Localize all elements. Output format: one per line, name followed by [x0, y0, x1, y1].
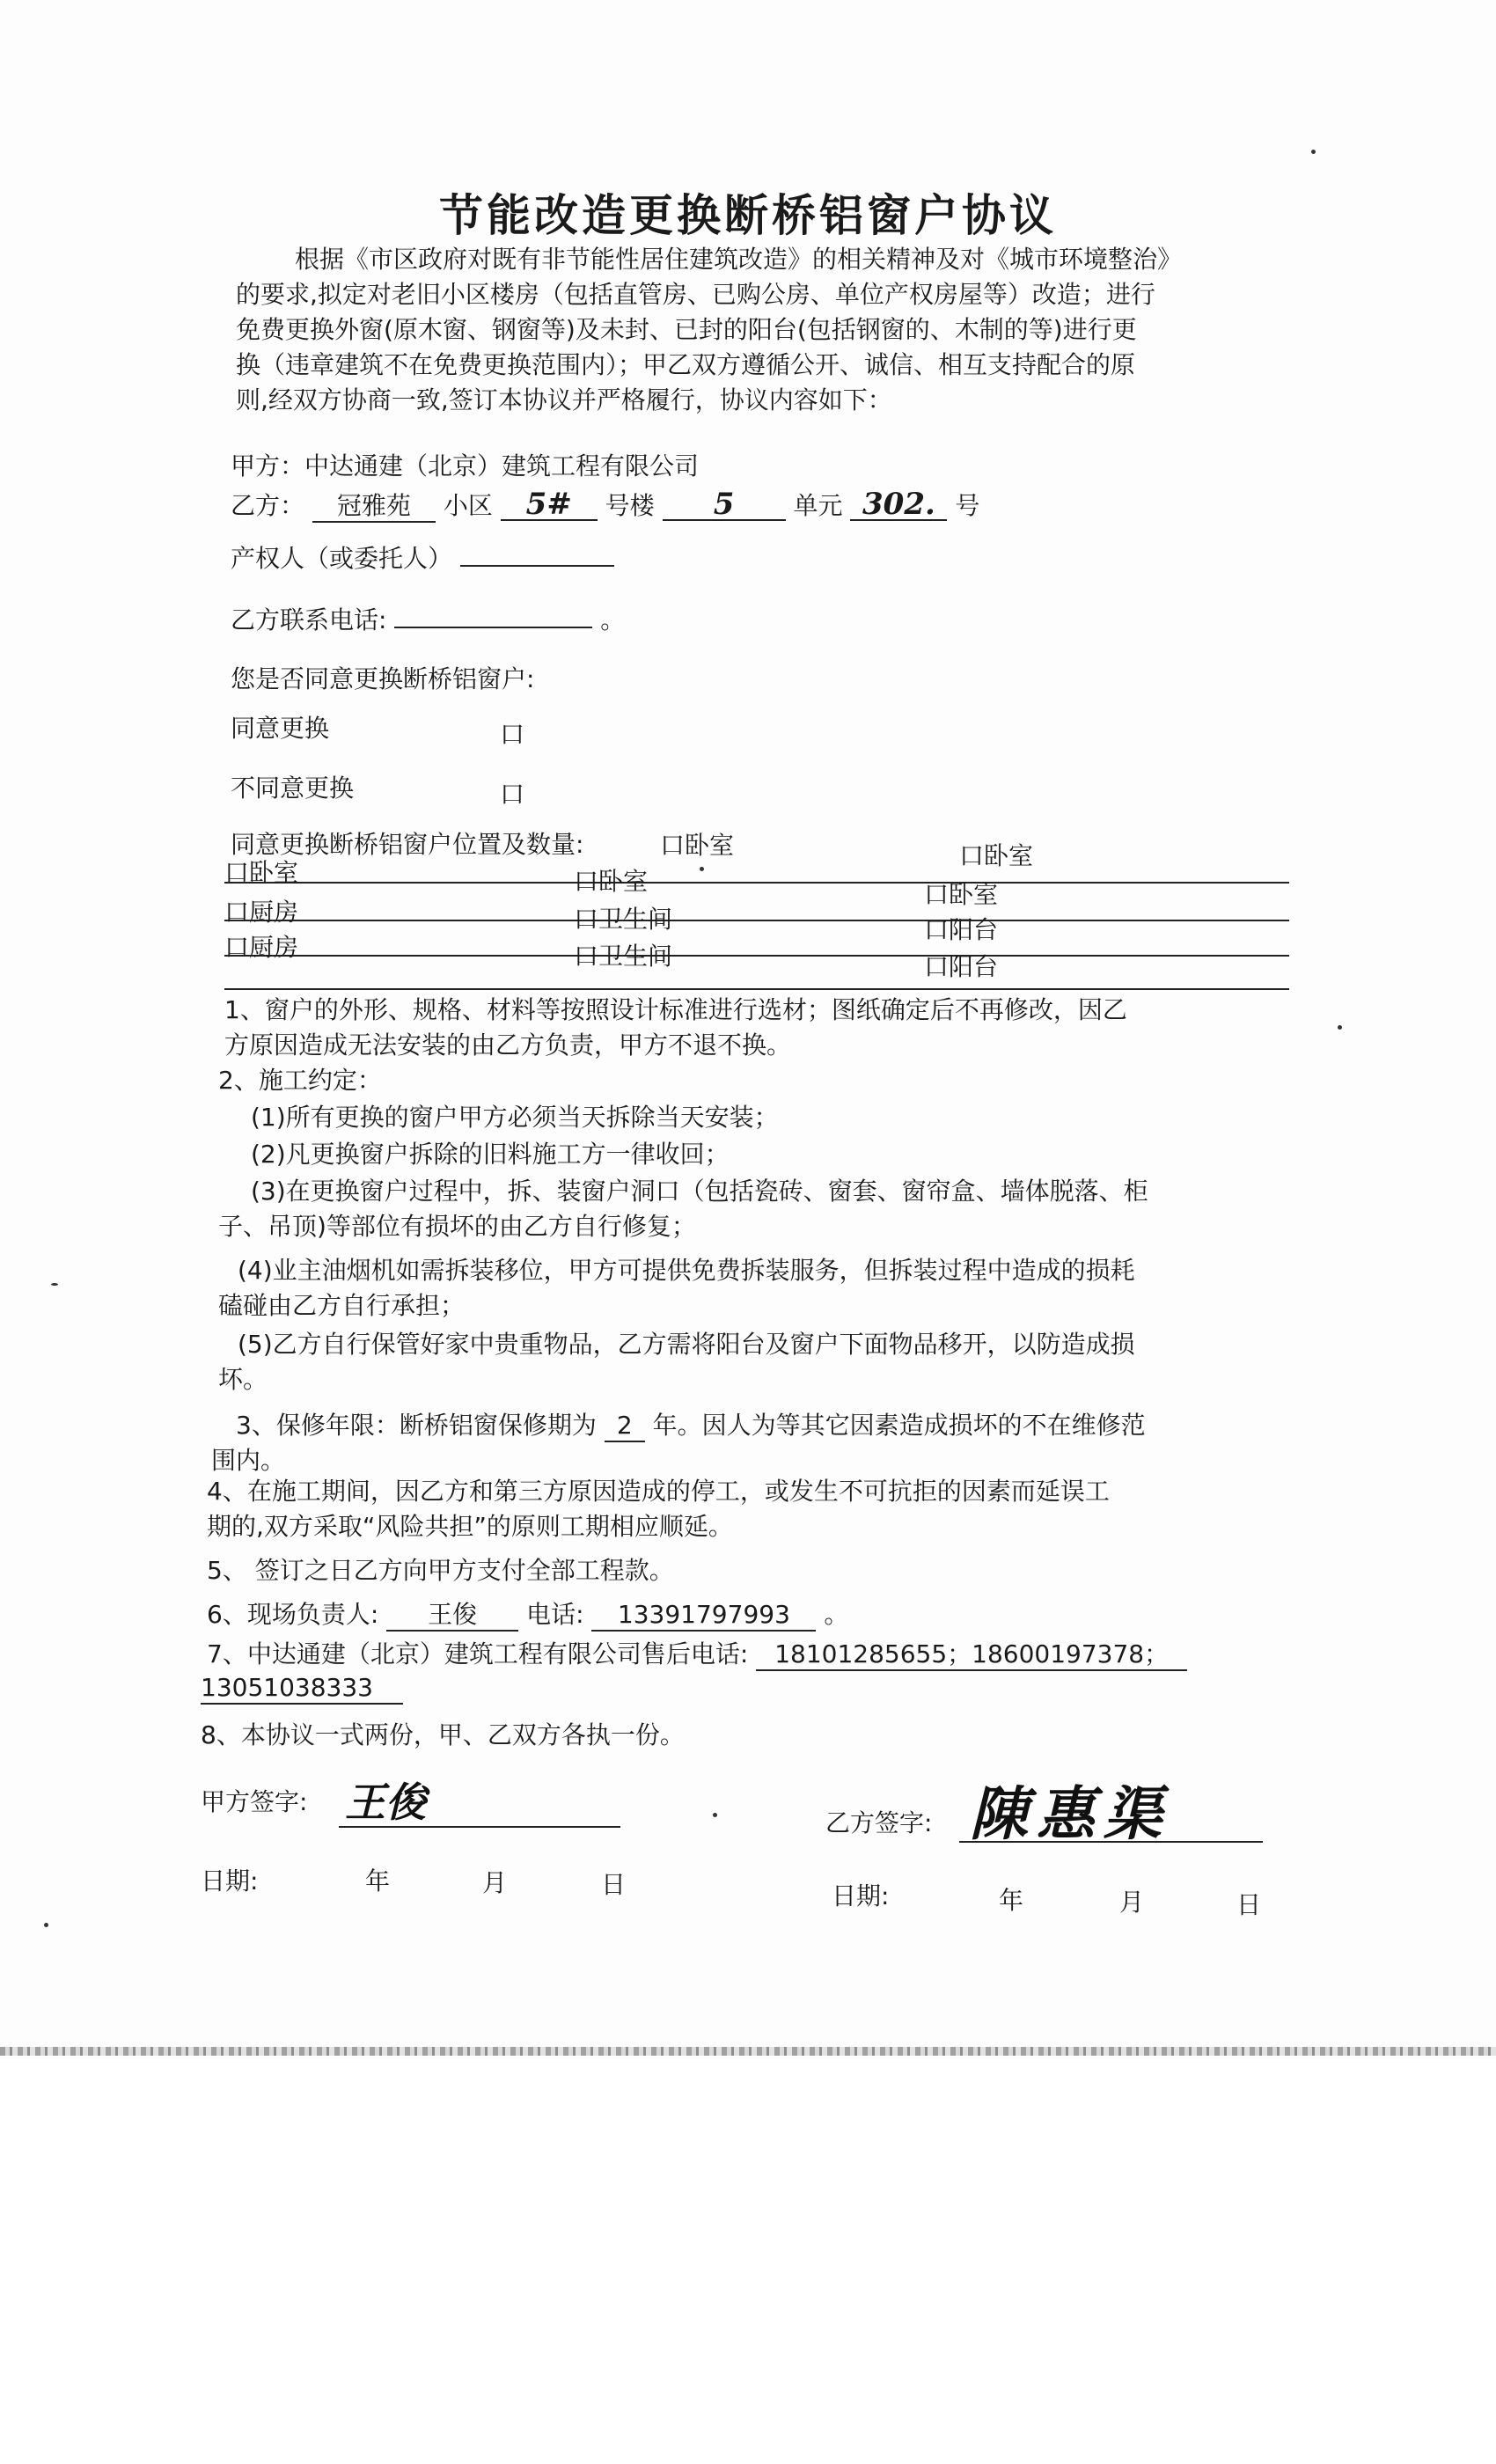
clause-7-pre: 7、中达通建（北京）建筑工程有限公司售后电话:: [207, 1639, 749, 1668]
agree-label: 同意更换: [231, 714, 330, 743]
owner-label: 产权人（或委托人）: [231, 544, 453, 573]
document-title: 节能改造更换断桥铝窗户协议: [439, 190, 1057, 241]
agree-checkbox[interactable]: 口: [500, 720, 525, 749]
party-a-signature-label: 甲方签字:: [201, 1787, 308, 1816]
clause-7: [207, 1637, 1187, 1672]
scan-speck: [51, 1283, 58, 1286]
community-name: 冠雅苑: [312, 491, 436, 523]
phone-row: [231, 603, 625, 638]
clause-2-1: (1)所有更换的窗户甲方必须当天拆除当天安装；: [251, 1103, 779, 1132]
table-rule: [224, 920, 1289, 921]
intro-line-4: 换（违章建筑不在免费更换范围内）；甲乙双方遵循公开、诚信、相互支持配合的原: [236, 350, 1136, 379]
party-a-signature: 王俊: [345, 1778, 426, 1826]
after-sales-phones: 18101285655；18600197378；: [756, 1639, 1187, 1671]
disagree-label: 不同意更换: [231, 774, 355, 803]
clause-2-2: (2)凡更换窗户拆除的旧料施工方一律收回；: [251, 1140, 730, 1169]
room-option-bedroom[interactable]: 口卧室: [224, 858, 299, 887]
scan-speck: [1338, 1025, 1342, 1030]
clause-2-4-line-1: (4)业主油烟机如需拆装移位，甲方可提供免费拆装服务，但拆装过程中造成的损耗: [238, 1256, 1135, 1285]
scan-speck: [44, 1923, 48, 1927]
table-rule: [224, 988, 1289, 990]
room-option-bedroom[interactable]: 口卧室: [924, 880, 999, 909]
owner-row: [231, 541, 614, 576]
party-a-date-day: 日: [601, 1870, 627, 1899]
clause-4-line-1: 4、在施工期间，因乙方和第三方原因造成的停工，或发生不可抗拒的因素而延误工: [207, 1477, 1110, 1506]
warranty-years: 2: [605, 1411, 645, 1442]
clause-2-5-line-2: 坏。: [218, 1365, 268, 1394]
room-option-kitchen[interactable]: 口厨房: [224, 898, 299, 927]
clause-2-3-line-2: 子、吊顶)等部位有损坏的由乙方自行修复；: [218, 1212, 696, 1241]
clause-8: 8、本协议一式两份，甲、乙双方各执一份。: [201, 1720, 685, 1749]
owner-field[interactable]: [460, 565, 614, 567]
clause-4-line-2: 期的,双方采取“风险共担”的原则工期相应顺延。: [207, 1512, 733, 1541]
signature-line: [339, 1826, 620, 1828]
clause-6-pre: 6、现场负责人:: [207, 1600, 379, 1629]
community-suffix: 小区: [443, 491, 493, 520]
unit-suffix: 单元: [793, 491, 843, 520]
disagree-checkbox[interactable]: 口: [500, 780, 525, 809]
party-a-date-label: 日期:: [201, 1866, 259, 1896]
scan-speck: [713, 1813, 717, 1817]
table-rule: [224, 882, 1289, 884]
clause-6: [207, 1597, 848, 1632]
room-option-bathroom[interactable]: 口卫生间: [574, 905, 673, 934]
clause-1-line-2: 方原因造成无法安装的由乙方负责，甲方不退不换。: [224, 1030, 792, 1060]
clause-2-4-line-2: 磕碰由乙方自行承担；: [218, 1291, 466, 1320]
clause-2-heading: 2、施工约定：: [218, 1066, 382, 1095]
party-b-date-month: 月: [1119, 1888, 1145, 1917]
clause-1-line-1: 1、窗户的外形、规格、材料等按照设计标准进行选材；图纸确定后不再修改，因乙: [224, 995, 1127, 1024]
table-rule: [224, 955, 1289, 957]
room-option-balcony[interactable]: 口阳台: [924, 915, 999, 944]
clause-3-line-1: [236, 1408, 1146, 1443]
party-b-label: 乙方：: [231, 491, 305, 520]
party-b-date-label: 日期:: [832, 1881, 890, 1910]
scan-speck: [700, 867, 704, 871]
party-b-date-day: 日: [1236, 1890, 1262, 1919]
page-edge: [0, 2047, 1496, 2056]
agree-question: 您是否同意更换断桥铝窗户:: [231, 664, 535, 693]
unit-number: 5: [663, 489, 786, 521]
party-a-date-year: 年: [365, 1866, 391, 1896]
after-sales-phone-3: 13051038333: [201, 1673, 403, 1705]
room-option-bedroom[interactable]: 口卧室: [660, 831, 735, 860]
party-a: 甲方：中达通建（北京）建筑工程有限公司: [231, 451, 700, 480]
clause-6-end: 。: [824, 1600, 849, 1629]
building-number: 5#: [501, 489, 598, 521]
clause-7-line-2: [201, 1670, 403, 1705]
signature-line: [959, 1841, 1263, 1843]
room-option-kitchen[interactable]: 口厨房: [224, 933, 299, 962]
phone-label: 乙方联系电话:: [231, 605, 387, 634]
clause-3-post: 年。因人为等其它因素造成损坏的不在维修范: [652, 1411, 1146, 1440]
room-option-bedroom[interactable]: 口卧室: [574, 867, 649, 896]
clause-3-pre: 3、保修年限：断桥铝窗保修期为: [236, 1411, 597, 1440]
site-manager-phone: 13391797993: [591, 1600, 816, 1632]
room-option-balcony[interactable]: 口阳台: [924, 952, 999, 981]
party-a-date-month: 月: [482, 1868, 508, 1897]
clause-6-phone-label: 电话:: [526, 1600, 584, 1629]
room-suffix: 号: [955, 491, 980, 520]
intro-line-3: 免费更换外窗(原木窗、钢窗等)及未封、已封的阳台(包括钢窗的、木制的等)进行更: [236, 315, 1137, 344]
phone-end: 。: [600, 605, 626, 634]
intro-line-1: 根据《市区政府对既有非节能性居住建筑改造》的相关精神及对《城市环境整治》: [295, 245, 1183, 274]
room-option-bedroom[interactable]: 口卧室: [959, 841, 1034, 870]
phone-field[interactable]: [394, 627, 592, 628]
party-b-address: [231, 488, 979, 524]
clause-2-5-line-1: (5)乙方自行保管好家中贵重物品，乙方需将阳台及窗户下面物品移开，以防造成损: [238, 1330, 1135, 1359]
building-suffix: 号楼: [605, 491, 655, 520]
clause-5: 5、 签订之日乙方向甲方支付全部工程款。: [207, 1556, 674, 1585]
position-label: 同意更换断桥铝窗户位置及数量:: [231, 830, 584, 859]
party-b-signature-label: 乙方签字:: [825, 1808, 933, 1837]
room-option-bathroom[interactable]: 口卫生间: [574, 942, 673, 971]
scan-speck: [1311, 150, 1316, 154]
clause-3-line-2: 围内。: [211, 1446, 286, 1475]
intro-line-5: 则,经双方协商一致,签订本协议并严格履行，协议内容如下：: [236, 385, 892, 414]
site-manager-name: 王俊: [386, 1600, 518, 1632]
party-b-signature: 陳惠渠: [970, 1779, 1170, 1848]
party-b-date-year: 年: [999, 1886, 1024, 1915]
intro-line-2: 的要求,拟定对老旧小区楼房（包括直管房、已购公房、单位产权房屋等）改造；进行: [236, 280, 1155, 309]
room-number: 302.: [850, 489, 947, 521]
clause-2-3-line-1: (3)在更换窗户过程中，拆、装窗户洞口（包括瓷砖、窗套、窗帘盒、墙体脱落、柜: [251, 1177, 1148, 1206]
